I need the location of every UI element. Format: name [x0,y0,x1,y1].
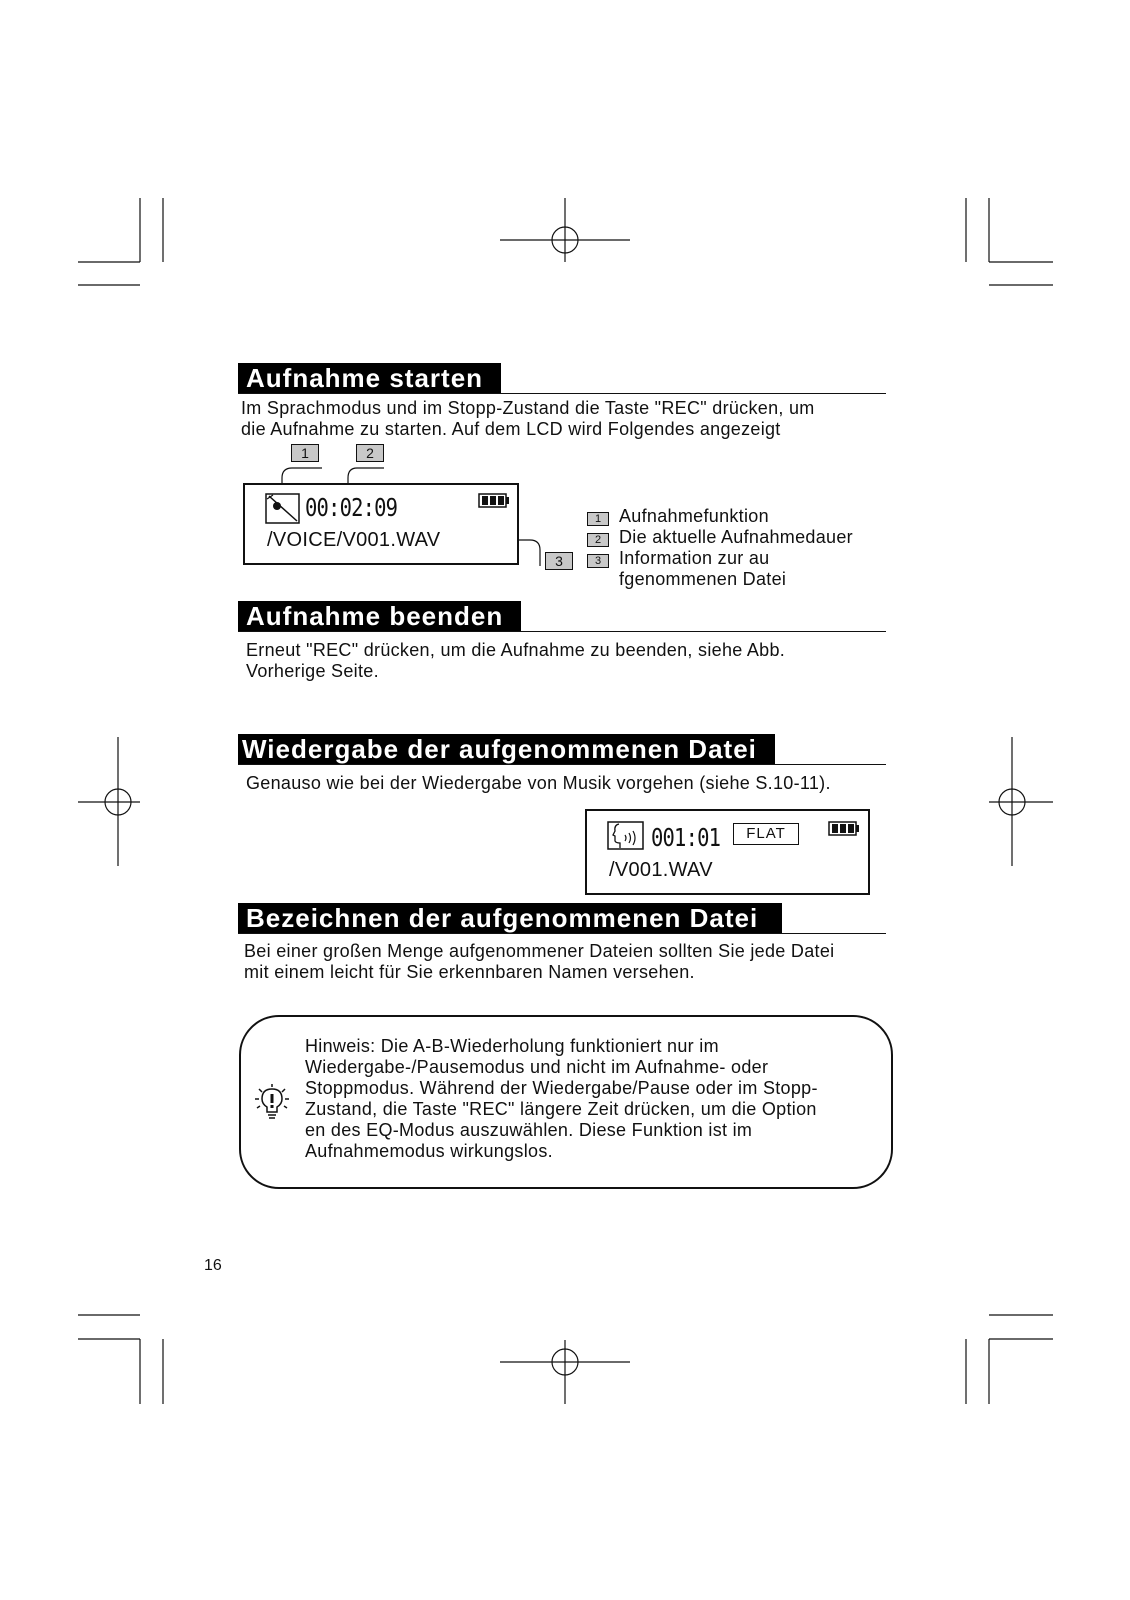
section-title-start-label: Aufnahme starten [238,363,501,393]
legend-text-3b: fgenommenen Datei [619,569,787,589]
legend-num-1: 1 [587,512,609,526]
lcd-recording-time: 00:02:09 [305,493,398,522]
voice-icon [607,821,645,851]
page-number: 16 [204,1257,222,1274]
stop-paragraph [246,640,785,682]
note-line: Aufnahmemodus wirkungslos. [305,1141,553,1161]
battery-icon [828,821,860,837]
lcd-playback-path: /V001.WAV [609,859,713,881]
battery-icon [478,493,510,509]
note-line: Zustand, die Taste "REC" längere Zeit drücken, um die Option [305,1099,817,1119]
lightbulb-icon [254,1083,290,1121]
naming-paragraph [244,941,834,983]
legend-num-3: 3 [587,554,609,568]
start-text-line: die Aufnahme zu starten. Auf dem LCD wird Folgendes angezeigt [241,419,781,439]
microphone-icon [265,493,301,525]
callout-leaders [0,0,1130,600]
note-text [305,1036,818,1162]
start-text-line: Im Sprachmodus und im Stopp-Zustand die Taste "REC" drücken, um [241,398,815,418]
callout-2: 2 [356,444,384,462]
lcd-playback-time: 001:01 [651,823,721,852]
callout-1: 1 [291,444,319,462]
legend-num-2: 2 [587,533,609,547]
note-line: Hinweis: Die A-B-Wiederholung funktioniert nur im [305,1036,719,1056]
stop-text-line: Erneut "REC" drücken, um die Aufnahme zu beenden, siehe Abb. [246,640,786,660]
lcd-recording-path: /VOICE/V001.WAV [267,529,441,551]
note-line: en des EQ-Modus auszuwählen. Diese Funktion ist im [305,1120,753,1140]
eq-mode-badge: FLAT [733,823,799,845]
lcd-playback-display [585,809,870,895]
callout-3: 3 [545,552,573,570]
stop-text-line: Vorherige Seite. [246,661,379,681]
naming-text-line: Bei einer großen Menge aufgenommener Dateien sollten Sie jede Datei [244,941,835,961]
section-title-stop [238,601,886,632]
lcd-recording-display [243,483,519,565]
playback-paragraph [246,773,831,794]
legend-text-3a: Information zur au [619,548,770,568]
section-title-stop-label: Aufnahme beenden [238,601,521,631]
section-title-naming-label: Bezeichnen der aufgenommenen Datei [238,903,782,933]
note-line: Stoppmodus. Während der Wiedergabe/Pause oder im Stopp- [305,1078,818,1098]
note-line: Wiedergabe-/Pausemodus und nicht im Aufnahme- oder [305,1057,769,1077]
legend-text-2: Die aktuelle Aufnahmedauer [619,527,853,547]
section-title-playback [238,734,886,765]
section-title-naming [238,903,886,934]
playback-text-line: Genauso wie bei der Wiedergabe von Musik vorgehen (siehe S.10-11). [246,773,831,793]
legend-text-1: Aufnahmefunktion [619,506,769,526]
section-title-playback-label: Wiedergabe der aufgenommenen Datei [238,734,775,764]
naming-text-line: mit einem leicht für Sie erkennbaren Namen versehen. [244,962,695,982]
